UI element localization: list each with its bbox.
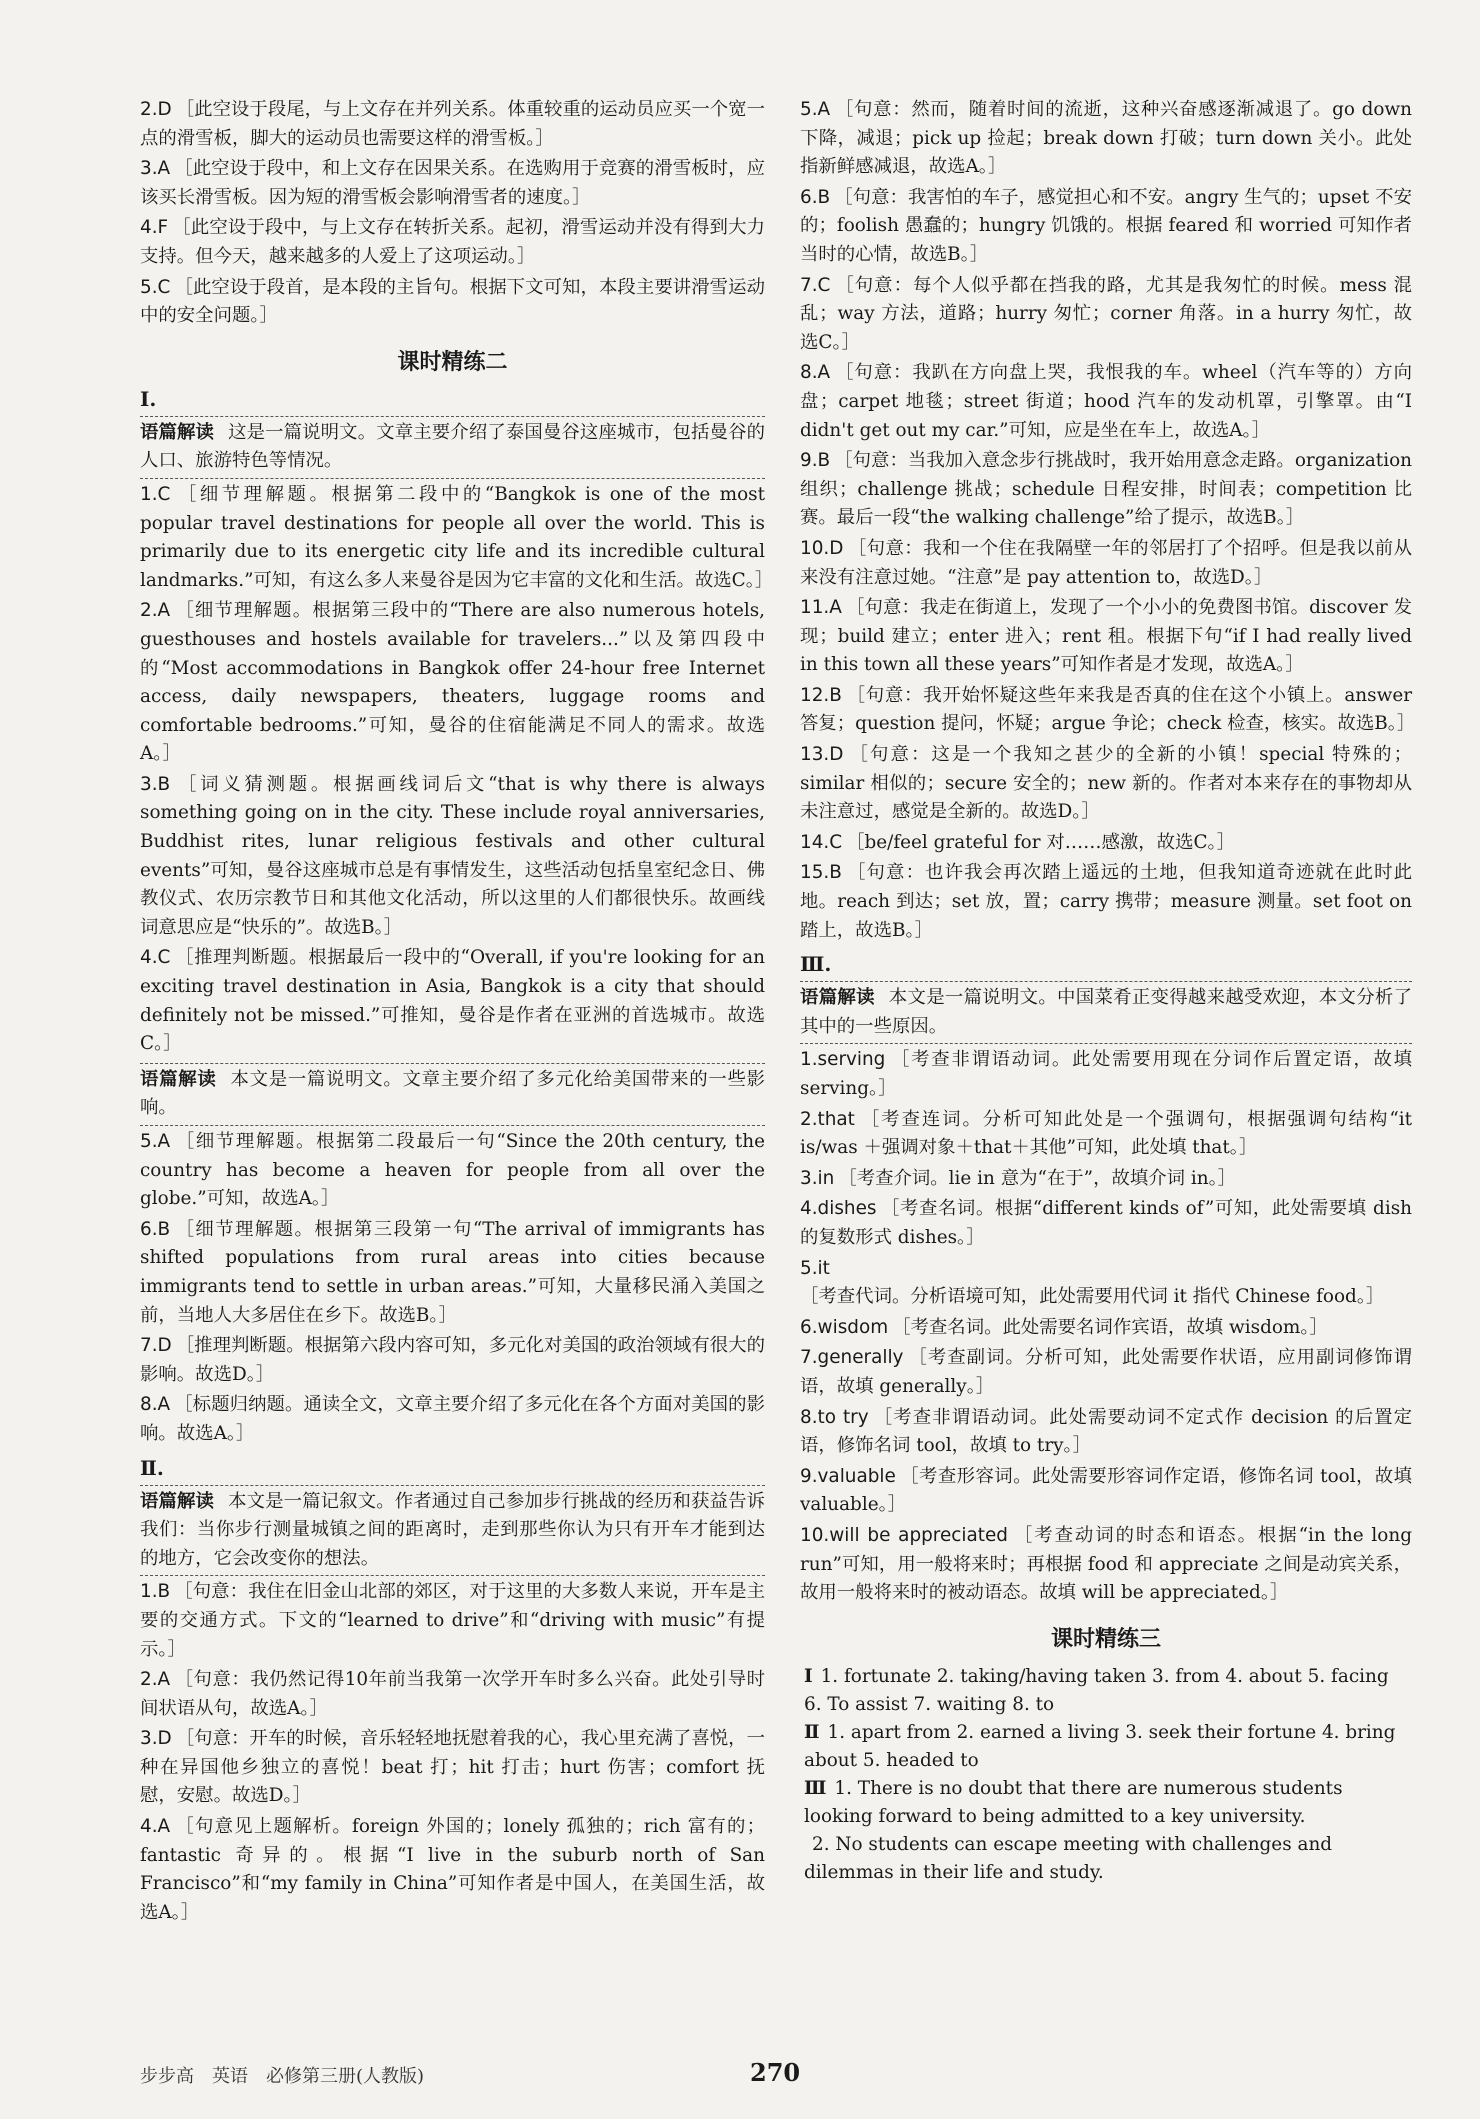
answer-text: 2. No students can escape meeting with challenges and dilemmas in their life and study. — [804, 1833, 1333, 1883]
item-explanation: ［考查副词。分析可知，此处需要作状语，应用副词修饰谓语，故填 generally。］ — [800, 1347, 1412, 1397]
analysis-text: 这是一篇说明文。文章主要介绍了泰国曼谷这座城市，包括曼谷的人口、旅游特色等情况。 — [140, 421, 765, 472]
answer-item — [800, 682, 1416, 739]
item-explanation: ［句意：然而，随着时间的流逝，这种兴奋感逐渐减退了。go down 下降，减退；pick up 捡起；break down 打破；turn down 关小。此处指新鲜感减退，故选A。］ — [800, 99, 1412, 178]
section-title: 课时精练三 — [1050, 1626, 1161, 1652]
answer-item — [800, 1463, 1412, 1520]
answer-line — [800, 1719, 1412, 1775]
item-number: 10.D — [800, 537, 844, 559]
page-number: 270 — [750, 2058, 801, 2087]
item-number: 6.B — [140, 1218, 171, 1240]
answer-item — [800, 96, 1412, 182]
answer-item — [800, 1404, 1412, 1461]
item-number: 1.serving — [800, 1049, 886, 1071]
answer-item — [140, 771, 765, 943]
answer-item — [800, 1046, 1412, 1103]
item-explanation: ［句意：我和一个住在我隔壁一年的邻居打了个招呼。但是我以前从来没有注意过她。“注意”是 pay attention to，故选D。］ — [800, 537, 1412, 588]
answer-line — [800, 1663, 1412, 1719]
item-number: 2.A — [140, 600, 171, 622]
item-explanation: ［句意：我走在街道上，发现了一个小小的免费图书馆。discover 发现；build 建立；enter 进入；rent 租。根据下句“if I had really lived in this town all these years”可知作者是才发现，故选A。］ — [800, 597, 1412, 676]
item-explanation: ［句意：开车的时候，音乐轻轻地抚慰着我的心，我心里充满了喜悦，一种在异国他乡独立的喜悦！beat 打；hit 打击；hurt 伤害；comfort 抚慰，安慰。故选D。］ — [140, 1728, 765, 1807]
answer-item — [800, 1195, 1412, 1252]
passage-analysis — [140, 1063, 765, 1126]
answer-item — [800, 1106, 1412, 1163]
item-number: 13.D — [800, 744, 844, 766]
part-label: Ⅰ — [804, 1665, 813, 1687]
item-number: 5.A — [140, 1131, 171, 1152]
answer-item — [140, 481, 774, 595]
answer-item — [140, 155, 765, 212]
page-footer — [140, 2058, 1412, 2092]
item-number: 8.to try — [800, 1406, 869, 1428]
book-title: 步步高 英语 必修第三册(人教版) — [140, 2066, 425, 2087]
item-number: 7.generally — [800, 1347, 904, 1369]
answer-item — [800, 359, 1412, 445]
answer-item — [140, 1332, 765, 1389]
item-explanation: ［句意：也许我会再次踏上遥远的土地，但我知道奇迹就在此时此地。reach 到达；set 放，置；carry 携带；measure 测量。set foot on 踏上，故选B。］ — [800, 862, 1412, 941]
left-column — [140, 96, 774, 1929]
item-number: 7.D — [140, 1335, 172, 1357]
item-explanation: ［句意：当我加入意念步行挑战时，我开始用意念走路。organization 组织；challenge 挑战；schedule 日程安排，时间表；competition 比赛。最后一段“the walking challenge”给了提示，故选B。］ — [800, 450, 1412, 529]
answer-item — [800, 535, 1412, 592]
answer-item — [140, 1578, 765, 1664]
answer-line — [800, 1831, 1412, 1887]
item-number: 5.C — [140, 276, 171, 298]
answer-item — [140, 1391, 765, 1448]
answer-item — [800, 184, 1412, 270]
item-number: 6.wisdom — [800, 1316, 889, 1338]
answer-item — [800, 829, 1412, 858]
answer-item — [800, 1314, 1412, 1343]
item-explanation: ［句意见上题解析。foreign 外国的；lonely 孤独的；rich 富有的；fantastic 奇异的。根据“I live in the suburb north of San Francisco”和“my family in China”可知作者是中国人，在美国生活，故选A。］ — [140, 1816, 765, 1923]
item-explanation: ［句意：我住在旧金山北部的郊区，对于这里的大多数人来说，开车是主要的交通方式。下文的“learned to drive”和“driving with music”有提示。］ — [140, 1581, 765, 1660]
item-explanation: ［推理判断题。根据第六段内容可知，多元化对美国的政治领域有很大的影响。故选D。］ — [140, 1335, 765, 1385]
answer-item — [800, 1522, 1412, 1608]
item-explanation: ［此空设于段首，是本段的主旨句。根据下文可知，本段主要讲滑雪运动中的安全问题。］ — [140, 276, 765, 327]
item-explanation: ［考查动词的时态和语态。根据“in the long run”可知，用一般将来时；再根据 food 和 appreciate 之间是动宾关系，故用一般将来时的被动语态。故填 will be appreciated。］ — [800, 1524, 1412, 1604]
answer-item — [800, 447, 1412, 533]
item-explanation: ［句意：我开始怀疑这些年来我是否真的住在这个小镇上。answer 答复；question 提问，怀疑；argue 争论；check 检查，核实。故选B。］ — [800, 684, 1416, 735]
answer-text: 1. apart from 2. earned a living 3. seek their fortune 4. bring about 5. headed to — [804, 1721, 1396, 1771]
item-explanation: ［考查介词。lie in 意为“在于”，故填介词 in。］ — [838, 1167, 1237, 1189]
passage-analysis — [140, 1485, 765, 1577]
item-number: 10.will be appreciated — [800, 1524, 1008, 1546]
item-explanation: ［推理判断题。根据最后一段中的“Overall, if you're looking for an exciting travel destination in Asia, Bangkok is a city that should definitely not be missed.”可推知，曼谷是作者在亚洲的首选城市。故选C。］ — [140, 947, 765, 1055]
answer-item — [140, 1128, 765, 1214]
item-explanation: ［细节理解题。根据第二段中的“Bangkok is one of the most popular travel destinations for people all over the world. This is primarily due to its energetic city life and its incredible cultural landmarks.”可知，有这么多人来曼谷是因为它丰富的文化和生活。故选C。］ — [140, 483, 774, 591]
item-explanation: ［考查名词。此处需要名词作宾语，故填 wisdom。］ — [892, 1316, 1328, 1338]
item-number: 3.A — [140, 158, 171, 180]
item-number: 6.B — [800, 186, 831, 208]
item-number: 8.A — [800, 362, 831, 384]
item-explanation: ［句意：这是一个我知之甚少的全新的小镇！special 特殊的；similar 相似的；secure 安全的；new 新的。作者对本来存在的事物却从未注意过，感觉是全新的。故选D。］ — [800, 744, 1412, 823]
answer-list — [800, 96, 1416, 945]
item-number: 12.B — [800, 684, 842, 706]
analysis-tag: 语篇解读 — [140, 1068, 217, 1090]
answer-item — [800, 741, 1412, 827]
item-explanation: ［考查形容词。此处需要形容词作定语，修饰名词 tool，故填 valuable。］ — [800, 1465, 1412, 1516]
item-number: 4.A — [140, 1816, 171, 1838]
item-explanation: ［细节理解题。根据第三段第一句“The arrival of immigrants has shifted populations from rural areas into cities because immigrants tend to settle in urban areas.”可知，大量移民涌入美国之前，当地人大多居住在乡下。故选B。］ — [140, 1218, 765, 1326]
answer-list — [140, 1128, 765, 1449]
item-explanation: ［考查代词。分析语境可知，此处需要用代词 it 指代 Chinese food。］ — [800, 1286, 1385, 1308]
answer-list — [140, 96, 765, 331]
item-explanation: ［细节理解题。根据第二段最后一句“Since the 20th century, the country has become a heaven for people from all over the globe.”可知，故选A。］ — [140, 1131, 765, 1210]
passage-analysis — [800, 981, 1412, 1044]
part-label: Ⅱ — [804, 1721, 820, 1743]
item-explanation: ［be/feel grateful for 对……感激，故选C。］ — [846, 831, 1236, 853]
item-number: 4.F — [140, 217, 169, 239]
answer-item — [800, 859, 1412, 945]
answer-text: 1. There is no doubt that there are numerous students looking forward to being admitted to a key university. — [804, 1777, 1343, 1827]
passage-analysis — [140, 416, 765, 479]
item-explanation: ［句意：我趴在方向盘上哭，我恨我的车。wheel（汽车等的）方向盘；carpet 地毯；street 街道；hood 汽车的发动机罩，引擎罩。由“I didn't get out my car.”可知，应是坐在车上，故选A。］ — [800, 362, 1412, 441]
item-explanation: ［句意：我害怕的车子，感觉担心和不安。angry 生气的；upset 不安的；foolish 愚蠢的；hungry 饥饿的。根据 feared 和 worried 可知作者当时的心情，故选B。］ — [800, 186, 1412, 265]
item-number: 7.C — [800, 274, 831, 296]
answer-item — [800, 272, 1412, 358]
analysis-text: 本文是一篇说明文。文章主要介绍了多元化给美国带来的一些影响。 — [140, 1068, 765, 1119]
item-number: 4.dishes — [800, 1198, 877, 1220]
item-explanation: ［细节理解题。根据第三段中的“There are also numerous hotels, guesthouses and hostels available for travelers...”以及第四段中的“Most accommodations in Bangkok offer 24-hour free Internet access, daily newspapers, theaters, luggage rooms and comfortable bedrooms.”可知，曼谷的住宿能满足不同人的需求。故选A。］ — [140, 600, 765, 765]
answer-item — [140, 96, 765, 153]
item-explanation: ［句意：我仍然记得10年前当我第一次学开车时多么兴奋。此处引导时间状语从句，故选A。］ — [140, 1669, 765, 1719]
part-marker: Ⅲ. — [800, 952, 832, 977]
item-number: 3.D — [140, 1728, 172, 1750]
item-number: 3.in — [800, 1167, 835, 1189]
item-number: 2.A — [140, 1669, 171, 1691]
item-explanation: ［标题归纳题。通读全文，文章主要介绍了多元化在各个方面对美国的影响。故选A。］ — [140, 1394, 765, 1444]
answer-item — [140, 214, 765, 271]
item-explanation: ［考查非谓语动词。此处需要用现在分词作后置定语，故填 serving。］ — [800, 1049, 1412, 1099]
answer-item — [140, 1725, 765, 1811]
answer-list — [800, 1046, 1412, 1607]
item-number: 15.B — [800, 862, 842, 884]
analysis-tag: 语篇解读 — [140, 1490, 215, 1512]
item-number: 9.B — [800, 450, 831, 472]
analysis-text: 本文是一篇记叙文。作者通过自己参加步行挑战的经历和获益告诉我们：当你步行测量城镇之间的距离时，走到那些你认为只有开车才能到达的地方，它会改变你的想法。 — [140, 1490, 765, 1569]
item-number: 8.A — [140, 1394, 171, 1416]
answer-item — [140, 274, 765, 331]
item-number: 9.valuable — [800, 1465, 896, 1487]
item-number: 5.it — [800, 1257, 830, 1279]
answer-item — [140, 597, 765, 769]
item-explanation: ［句意：每个人似乎都在挡我的路，尤其是我匆忙的时候。mess 混乱；way 方法，道路；hurry 匆忙；corner 角落。in a hurry 匆忙，故选C。］ — [800, 274, 1412, 353]
part-label: Ⅲ — [804, 1777, 827, 1799]
item-number: 2.that — [800, 1108, 855, 1130]
right-column — [800, 96, 1416, 1887]
item-number: 2.D — [140, 99, 172, 120]
item-number: 1.B — [140, 1581, 171, 1603]
analysis-text: 本文是一篇说明文。中国菜肴正变得越来越受欢迎，本文分析了其中的一些原因。 — [800, 987, 1412, 1037]
item-explanation: ［此空设于段尾，与上文存在并列关系。体重较重的运动员应买一个宽一点的滑雪板，脚大的运动员也需要这样的滑雪板。］ — [140, 99, 765, 149]
item-number: 5.A — [800, 99, 831, 120]
part-marker: Ⅱ. — [140, 1455, 164, 1480]
item-number: 3.B — [140, 773, 171, 795]
answer-item — [140, 944, 765, 1058]
item-number: 14.C — [800, 831, 843, 853]
answer-item — [800, 1165, 1412, 1194]
item-number: 11.A — [800, 597, 842, 619]
answer-item — [140, 1813, 765, 1927]
item-explanation: ［考查名词。根据“different kinds of”可知，此处需要填 dish 的复数形式 dishes。］ — [800, 1198, 1412, 1248]
item-number: 1.C — [140, 483, 171, 505]
answer-item — [140, 1666, 765, 1723]
answer-line — [800, 1775, 1412, 1831]
answer-text: 1. fortunate 2. taking/having taken 3. from 4. about 5. facing 6. To assist 7. waiting 8. to — [804, 1665, 1389, 1715]
analysis-tag: 语篇解读 — [800, 987, 875, 1009]
item-explanation: ［考查连词。分析可知此处是一个强调句，根据强调句结构“it is/was ＋强调对象＋that＋其他”可知，此处填 that。］ — [800, 1108, 1412, 1159]
section-title: 课时精练二 — [397, 349, 508, 375]
part-marker: Ⅰ. — [140, 386, 157, 411]
item-explanation: ［词义猜测题。根据画线词后文“that is why there is always something going on in the city. These include royal anniversaries, Buddhist rites, lunar religious festivals and other cultural events”可知，曼谷这座城市总是有事情发生，这些活动包括皇室纪念日、佛教仪式、农历宗教节日和其他文化活动，所以这里的人们都很快乐。故画线词意思应是“快乐的”。故选B。］ — [140, 773, 765, 938]
item-explanation: ［考查非谓语动词。此处需要动词不定式作 decision 的后置定语，修饰名词 tool，故填 to try。］ — [800, 1406, 1412, 1457]
item-explanation: ［此空设于段中，与上文存在转折关系。起初，滑雪运动并没有得到大力支持。但今天，越来越多的人爱上了这项运动。］ — [140, 217, 765, 267]
answer-key — [800, 1663, 1412, 1887]
item-explanation: ［此空设于段中，和上文存在因果关系。在选购用于竞赛的滑雪板时，应该买长滑雪板。因为短的滑雪板会影响滑雪者的速度。］ — [140, 158, 765, 208]
item-number: 4.C — [140, 947, 171, 969]
answer-item — [800, 594, 1412, 680]
answer-list — [140, 1578, 765, 1927]
answer-list — [140, 481, 774, 1059]
answer-item — [140, 1216, 765, 1330]
answer-item — [800, 1344, 1412, 1401]
answer-item — [800, 1255, 1412, 1312]
analysis-tag: 语篇解读 — [140, 421, 215, 443]
